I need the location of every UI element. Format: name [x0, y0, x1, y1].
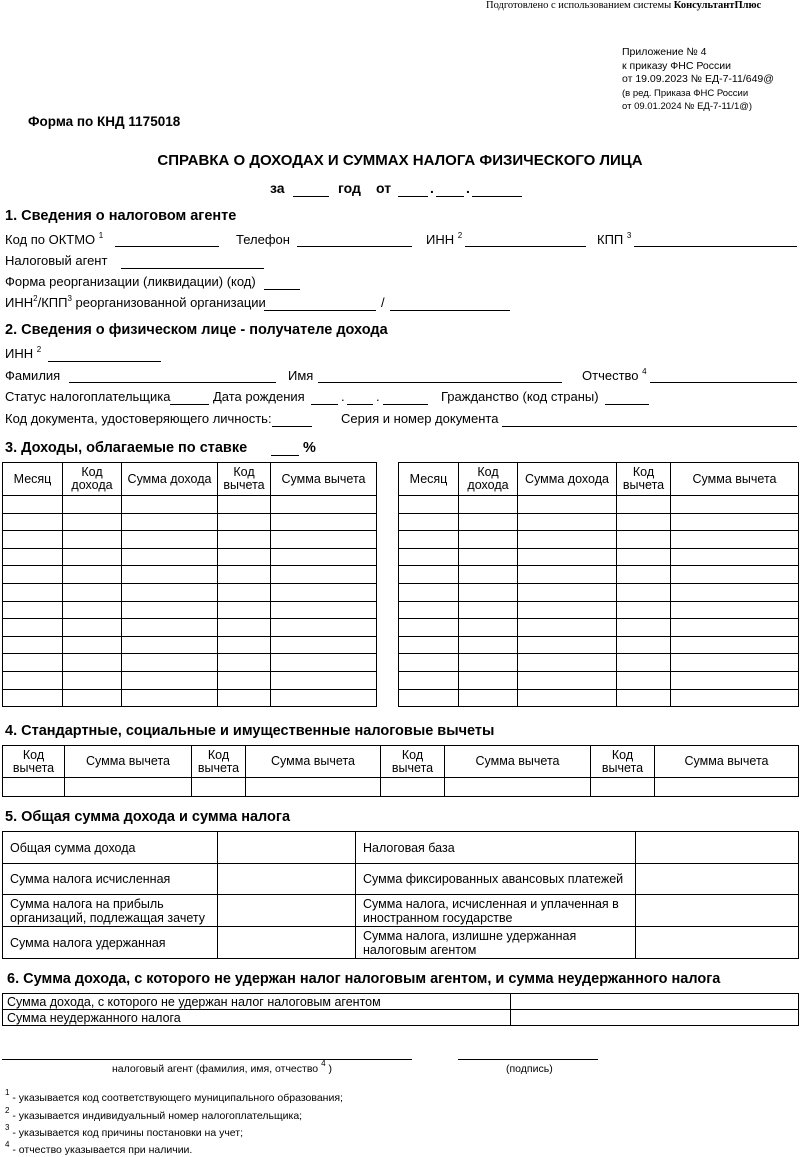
tax-withheld-label: Сумма налога удержанная	[3, 927, 218, 959]
income-cell[interactable]	[617, 636, 671, 654]
table-row	[399, 531, 799, 549]
unwithheld-table	[2, 993, 799, 1026]
page-title: СПРАВКА О ДОХОДАХ И СУММАХ НАЛОГА ФИЗИЧЕСКОГО ЛИЦА	[157, 152, 643, 169]
name-field[interactable]	[318, 382, 562, 383]
table-row	[3, 513, 377, 531]
month-header: Месяц	[3, 463, 63, 496]
table-row	[3, 671, 377, 689]
tax-base-value[interactable]	[636, 832, 799, 864]
income-cell[interactable]	[122, 531, 218, 549]
income-cell[interactable]	[63, 496, 122, 514]
table-row	[3, 548, 377, 566]
deduction-code-header: Код вычета	[591, 746, 655, 778]
income-cell[interactable]	[459, 531, 518, 549]
table-row	[399, 548, 799, 566]
profit-tax-label: Сумма налога на прибыль организаций, подлежащая зачету	[3, 895, 218, 927]
income-cell[interactable]	[518, 583, 617, 601]
appendix-block	[622, 46, 774, 114]
income-cell[interactable]	[63, 636, 122, 654]
table-row	[399, 601, 799, 619]
income-sum-header: Сумма дохода	[518, 463, 617, 496]
table-row	[3, 531, 377, 549]
income-cell[interactable]	[617, 583, 671, 601]
deduction-code-header: Код вычета	[218, 463, 271, 496]
birth-dot: .	[341, 389, 345, 404]
income-cell[interactable]	[671, 496, 799, 514]
oktmo-label: Код по ОКТМО $^1$	[5, 231, 104, 247]
income-cell[interactable]	[218, 496, 271, 514]
deduction-cell[interactable]	[381, 778, 445, 797]
income-cell[interactable]	[459, 601, 518, 619]
income-cell[interactable]	[399, 496, 459, 514]
foreign-tax-value[interactable]	[636, 895, 799, 927]
income-table-right	[398, 462, 799, 707]
table-row	[399, 654, 799, 672]
table-row	[399, 619, 799, 637]
income-cell[interactable]	[617, 689, 671, 707]
agent-caption: налоговый агент (фамилия, имя, отчество $^4$ )	[112, 1059, 332, 1075]
prepared-note: Подготовлено с использованием системы КонсультантПлюс	[486, 0, 762, 11]
citizenship-field[interactable]	[605, 404, 649, 405]
income-cell[interactable]	[122, 601, 218, 619]
unwithheld-income-value[interactable]	[511, 994, 799, 1010]
table-row	[399, 566, 799, 584]
income-cell[interactable]	[671, 513, 799, 531]
income-cell[interactable]	[218, 601, 271, 619]
income-cell[interactable]	[271, 583, 377, 601]
unwithheld-tax-label: Сумма неудержанного налога	[3, 1010, 511, 1026]
income-cell[interactable]	[671, 619, 799, 637]
income-cell[interactable]	[671, 689, 799, 707]
signature-field[interactable]	[458, 1059, 598, 1060]
table-row	[399, 513, 799, 531]
deduction-code-header: Код вычета	[192, 746, 246, 778]
income-cell[interactable]	[271, 671, 377, 689]
deduction-sum-header: Сумма вычета	[246, 746, 381, 778]
income-cell[interactable]	[3, 636, 63, 654]
income-cell[interactable]	[122, 689, 218, 707]
income-cell[interactable]	[122, 496, 218, 514]
table-row	[399, 496, 799, 514]
income-cell[interactable]	[459, 671, 518, 689]
agent-label: Налоговый агент	[5, 253, 108, 268]
doc-series-label: Серия и номер документа	[341, 411, 499, 426]
patronymic-field[interactable]	[650, 382, 797, 383]
table-row	[399, 636, 799, 654]
income-cell[interactable]	[3, 671, 63, 689]
table-row	[3, 654, 377, 672]
table-row	[399, 583, 799, 601]
income-cell[interactable]	[63, 548, 122, 566]
section-3-heading: 3. Доходы, облагаемые по ставке	[5, 440, 248, 456]
income-code-header: Код дохода	[63, 463, 122, 496]
income-cell[interactable]	[617, 619, 671, 637]
income-cell[interactable]	[218, 654, 271, 672]
date-day-field[interactable]	[398, 196, 428, 197]
income-cell[interactable]	[3, 689, 63, 707]
income-cell[interactable]	[63, 601, 122, 619]
birth-year-field[interactable]	[383, 404, 428, 405]
inn-field[interactable]	[465, 246, 586, 247]
income-cell[interactable]	[3, 513, 63, 531]
income-cell[interactable]	[518, 531, 617, 549]
income-cell[interactable]	[459, 654, 518, 672]
income-cell[interactable]	[271, 619, 377, 637]
surname-label: Фамилия	[5, 368, 61, 383]
income-cell[interactable]	[459, 566, 518, 584]
income-cell[interactable]	[518, 636, 617, 654]
tax-withheld-value[interactable]	[218, 927, 356, 959]
income-cell[interactable]	[271, 601, 377, 619]
deduction-sum-header: Сумма вычета	[671, 463, 799, 496]
income-cell[interactable]	[518, 601, 617, 619]
income-cell[interactable]	[271, 513, 377, 531]
income-cell[interactable]	[271, 496, 377, 514]
birth-label: Дата рождения	[213, 389, 305, 404]
deduction-cell[interactable]	[445, 778, 591, 797]
income-cell[interactable]	[399, 689, 459, 707]
income-cell[interactable]	[617, 513, 671, 531]
income-cell[interactable]	[459, 689, 518, 707]
kpp-field[interactable]	[634, 246, 797, 247]
reorg-field[interactable]	[264, 289, 300, 290]
deduction-cell[interactable]	[591, 778, 655, 797]
income-cell[interactable]	[218, 548, 271, 566]
income-cell[interactable]	[518, 619, 617, 637]
section-2-heading: 2. Сведения о физическом лице - получателе дохода	[5, 322, 388, 338]
income-cell[interactable]	[459, 619, 518, 637]
deduction-cell[interactable]	[3, 778, 65, 797]
deduction-sum-header: Сумма вычета	[445, 746, 591, 778]
slash: /	[381, 295, 385, 310]
income-cell[interactable]	[122, 583, 218, 601]
period-za: за	[270, 180, 285, 196]
income-cell[interactable]	[399, 619, 459, 637]
income-cell[interactable]	[122, 654, 218, 672]
income-cell[interactable]	[399, 583, 459, 601]
table-row	[3, 689, 377, 707]
reorg-kpp-field[interactable]	[390, 310, 510, 311]
income-cell[interactable]	[122, 671, 218, 689]
income-cell[interactable]	[3, 566, 63, 584]
income-cell[interactable]	[63, 513, 122, 531]
income-cell[interactable]	[518, 689, 617, 707]
tax-base-label: Налоговая база	[356, 832, 636, 864]
deductions-table	[2, 745, 799, 797]
income-cell[interactable]	[63, 689, 122, 707]
income-cell[interactable]	[671, 654, 799, 672]
table-row	[3, 601, 377, 619]
form-code: Форма по КНД 1175018	[28, 114, 181, 129]
income-cell[interactable]	[3, 601, 63, 619]
percent-sign: %	[303, 440, 316, 456]
deduction-cell[interactable]	[655, 778, 799, 797]
income-cell[interactable]	[271, 548, 377, 566]
appendix-line: Приложение № 4	[622, 46, 707, 58]
oktmo-field[interactable]	[115, 246, 219, 247]
period-ot: от	[376, 180, 392, 196]
income-cell[interactable]	[218, 531, 271, 549]
income-cell[interactable]	[518, 513, 617, 531]
income-cell[interactable]	[671, 531, 799, 549]
table-row	[3, 636, 377, 654]
fixed-advance-label: Сумма фиксированных авансовых платежей	[356, 864, 636, 895]
status-field[interactable]	[170, 404, 209, 405]
period-dot: .	[430, 180, 434, 196]
income-cell[interactable]	[271, 566, 377, 584]
income-cell[interactable]	[399, 548, 459, 566]
appendix-line: (в ред. Приказа ФНС России	[622, 87, 749, 99]
income-cell[interactable]	[122, 636, 218, 654]
table-row	[399, 689, 799, 707]
deduction-code-header: Код вычета	[381, 746, 445, 778]
phone-label: Телефон	[236, 232, 290, 247]
section-5-heading: 5. Общая сумма дохода и сумма налога	[5, 809, 291, 825]
income-cell[interactable]	[518, 548, 617, 566]
income-cell[interactable]	[218, 566, 271, 584]
income-cell[interactable]	[518, 496, 617, 514]
brand-name: КонсультантПлюс	[673, 0, 762, 11]
income-cell[interactable]	[518, 566, 617, 584]
income-cell[interactable]	[671, 601, 799, 619]
deduction-cell[interactable]	[65, 778, 192, 797]
deduction-code-header: Код вычета	[3, 746, 65, 778]
income-cell[interactable]	[271, 531, 377, 549]
income-cell[interactable]	[617, 566, 671, 584]
income-cell[interactable]	[399, 654, 459, 672]
fixed-advance-value[interactable]	[636, 864, 799, 895]
table-row	[399, 671, 799, 689]
income-cell[interactable]	[617, 548, 671, 566]
period-dot: .	[466, 180, 470, 196]
deduction-sum-header: Сумма вычета	[65, 746, 192, 778]
footnote-3: $^3$ - указывается код причины постановки на учет;	[5, 1123, 244, 1139]
date-month-field[interactable]	[436, 196, 464, 197]
income-cell[interactable]	[3, 531, 63, 549]
birth-day-field[interactable]	[311, 404, 338, 405]
income-table-left	[2, 462, 377, 707]
table-row	[3, 566, 377, 584]
reorg-inn-kpp-label: ИНН$^2$/КПП$^3$ реорганизованной организации	[5, 294, 266, 310]
person-inn-field[interactable]	[48, 361, 161, 362]
income-cell[interactable]	[459, 496, 518, 514]
reorg-inn-field[interactable]	[264, 310, 376, 311]
income-cell[interactable]	[218, 583, 271, 601]
income-cell[interactable]	[671, 548, 799, 566]
over-withheld-label: Сумма налога, излишне удержанная налоговым агентом	[356, 927, 636, 959]
income-cell[interactable]	[399, 601, 459, 619]
agent-name-field[interactable]	[2, 1059, 412, 1060]
table-row	[3, 583, 377, 601]
income-cell[interactable]	[271, 636, 377, 654]
doc-series-field[interactable]	[502, 426, 797, 427]
deduction-cell[interactable]	[192, 778, 246, 797]
total-income-value[interactable]	[218, 832, 356, 864]
person-inn-label: ИНН $^2$	[5, 345, 42, 361]
income-cell[interactable]	[218, 689, 271, 707]
income-cell[interactable]	[122, 513, 218, 531]
tax-calculated-label: Сумма налога исчисленная	[3, 864, 218, 895]
inn-label: ИНН $^2$	[426, 231, 463, 247]
income-cell[interactable]	[518, 654, 617, 672]
income-cell[interactable]	[122, 566, 218, 584]
unwithheld-income-label: Сумма дохода, с которого не удержан налог налоговым агентом	[3, 994, 511, 1010]
income-cell[interactable]	[671, 583, 799, 601]
doc-code-label: Код документа, удостоверяющего личность:	[5, 411, 272, 426]
reorg-label: Форма реорганизации (ликвидации) (код)	[5, 274, 256, 289]
income-cell[interactable]	[271, 689, 377, 707]
section-1-heading: 1. Сведения о налоговом агенте	[5, 208, 237, 224]
name-label: Имя	[288, 368, 314, 383]
income-cell[interactable]	[459, 513, 518, 531]
income-cell[interactable]	[617, 496, 671, 514]
income-sum-header: Сумма дохода	[122, 463, 218, 496]
income-cell[interactable]	[518, 671, 617, 689]
income-cell[interactable]	[3, 654, 63, 672]
profit-tax-value[interactable]	[218, 895, 356, 927]
table-row	[3, 496, 377, 514]
income-cell[interactable]	[399, 531, 459, 549]
income-cell[interactable]	[399, 671, 459, 689]
deduction-sum-header: Сумма вычета	[271, 463, 377, 496]
deduction-code-header: Код вычета	[617, 463, 671, 496]
appendix-line: от 19.09.2023 № ЕД-7-11/649@	[622, 73, 774, 85]
month-header: Месяц	[399, 463, 459, 496]
income-cell[interactable]	[63, 583, 122, 601]
footnote-2: $^2$ - указывается индивидуальный номер налогоплательщика;	[5, 1106, 303, 1122]
agent-field[interactable]	[121, 268, 264, 269]
section-6-heading: 6. Сумма дохода, с которого не удержан налог налоговым агентом, и сумма неудержанного налога	[7, 971, 721, 987]
citizenship-label: Гражданство (код страны)	[441, 389, 599, 404]
year-field[interactable]	[293, 196, 329, 197]
income-cell[interactable]	[459, 583, 518, 601]
foreign-tax-label: Сумма налога, исчисленная и уплаченная в иностранном государстве	[356, 895, 636, 927]
income-cell[interactable]	[271, 654, 377, 672]
income-cell[interactable]	[63, 566, 122, 584]
surname-field[interactable]	[69, 382, 276, 383]
income-cell[interactable]	[63, 619, 122, 637]
income-cell[interactable]	[63, 654, 122, 672]
income-cell[interactable]	[3, 496, 63, 514]
income-cell[interactable]	[671, 566, 799, 584]
unwithheld-tax-value[interactable]	[511, 1010, 799, 1026]
income-code-header: Код дохода	[459, 463, 518, 496]
total-income-label: Общая сумма дохода	[3, 832, 218, 864]
rate-field[interactable]	[271, 455, 299, 456]
deduction-cell[interactable]	[246, 778, 381, 797]
signature-caption: (подпись)	[506, 1063, 553, 1075]
doc-code-field[interactable]	[272, 426, 312, 427]
table-row	[3, 619, 377, 637]
over-withheld-value[interactable]	[636, 927, 799, 959]
date-year-field[interactable]	[472, 196, 522, 197]
phone-field[interactable]	[297, 246, 412, 247]
birth-month-field[interactable]	[347, 404, 373, 405]
patronymic-label: Отчество $^4$	[582, 367, 647, 383]
income-cell[interactable]	[399, 566, 459, 584]
income-cell[interactable]	[459, 548, 518, 566]
section-4-heading: 4. Стандартные, социальные и имущественные налоговые вычеты	[5, 723, 495, 739]
income-cell[interactable]	[122, 548, 218, 566]
income-cell[interactable]	[218, 619, 271, 637]
appendix-line: к приказу ФНС России	[622, 59, 731, 72]
income-cell[interactable]	[218, 636, 271, 654]
income-cell[interactable]	[3, 548, 63, 566]
income-cell[interactable]	[459, 636, 518, 654]
status-label: Статус налогоплательщика	[5, 389, 171, 404]
income-cell[interactable]	[63, 531, 122, 549]
period-god: год	[338, 180, 361, 196]
income-cell[interactable]	[617, 654, 671, 672]
footnote-1: $^1$ - указывается код соответствующего муниципального образования;	[5, 1088, 343, 1104]
kpp-label: КПП $^3$	[597, 231, 632, 247]
income-cell[interactable]	[399, 636, 459, 654]
deduction-sum-header: Сумма вычета	[655, 746, 799, 778]
tax-calculated-value[interactable]	[218, 864, 356, 895]
birth-dot: .	[376, 389, 380, 404]
income-cell[interactable]	[218, 671, 271, 689]
income-cell[interactable]	[671, 636, 799, 654]
income-cell[interactable]	[63, 671, 122, 689]
income-cell[interactable]	[3, 583, 63, 601]
income-cell[interactable]	[3, 619, 63, 637]
income-cell[interactable]	[617, 601, 671, 619]
income-cell[interactable]	[671, 671, 799, 689]
income-cell[interactable]	[399, 513, 459, 531]
income-cell[interactable]	[218, 513, 271, 531]
income-cell[interactable]	[617, 531, 671, 549]
totals-table	[2, 831, 799, 959]
income-cell[interactable]	[617, 671, 671, 689]
appendix-line: от 09.01.2024 № ЕД-7-11/1@)	[622, 101, 753, 112]
footnote-4: $^4$ - отчество указывается при наличии.	[5, 1140, 193, 1156]
income-cell[interactable]	[122, 619, 218, 637]
